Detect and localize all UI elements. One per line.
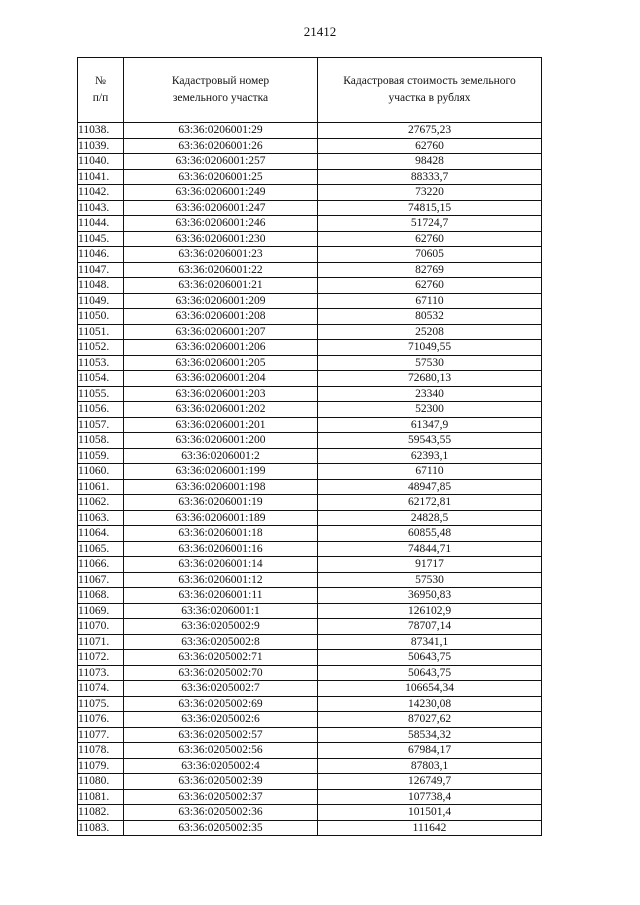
- table-row: [78, 681, 542, 697]
- table-row: [78, 743, 542, 759]
- table-row: [78, 650, 542, 666]
- row-number-cell: 11074.: [78, 681, 124, 697]
- cadastral-value-cell: 60855,48: [318, 526, 542, 542]
- cadastral-number-cell: 63:36:0206001:22: [124, 262, 318, 278]
- cadastral-value-cell: 78707,14: [318, 619, 542, 635]
- cadastral-number-cell: 63:36:0206001:14: [124, 557, 318, 573]
- row-number-cell: 11063.: [78, 510, 124, 526]
- row-number-cell: 11046.: [78, 247, 124, 263]
- header-number-line-1: №: [95, 75, 106, 87]
- cadastral-value-cell: 58534,32: [318, 727, 542, 743]
- row-number-cell: 11082.: [78, 805, 124, 821]
- cadastral-value-cell: 62760: [318, 231, 542, 247]
- row-number-cell: 11076.: [78, 712, 124, 728]
- cadastral-number-cell: 63:36:0205002:69: [124, 696, 318, 712]
- cadastral-value-cell: 70605: [318, 247, 542, 263]
- cadastral-number-cell: 63:36:0206001:249: [124, 185, 318, 201]
- row-number-cell: 11067.: [78, 572, 124, 588]
- cadastral-value-cell: 52300: [318, 402, 542, 418]
- cadastral-value-cell: 62393,1: [318, 448, 542, 464]
- row-number-cell: 11057.: [78, 417, 124, 433]
- cadastral-number-cell: 63:36:0206001:204: [124, 371, 318, 387]
- cadastral-number-cell: 63:36:0206001:230: [124, 231, 318, 247]
- table-row: [78, 309, 542, 325]
- cadastral-number-cell: 63:36:0205002:7: [124, 681, 318, 697]
- table-row: [78, 293, 542, 309]
- table-row: [78, 216, 542, 232]
- header-cadastral-number: [124, 58, 318, 123]
- row-number-cell: 11061.: [78, 479, 124, 495]
- cadastral-number-cell: 63:36:0206001:23: [124, 247, 318, 263]
- cadastral-value-cell: 59543,55: [318, 433, 542, 449]
- cadastral-number-cell: 63:36:0205002:37: [124, 789, 318, 805]
- table-row: [78, 200, 542, 216]
- table-row: [78, 479, 542, 495]
- header-number: [78, 58, 124, 123]
- cadastral-number-cell: 63:36:0206001:2: [124, 448, 318, 464]
- header-number-line-2: п/п: [92, 92, 109, 104]
- cadastral-number-cell: 63:36:0206001:209: [124, 293, 318, 309]
- table-row: [78, 417, 542, 433]
- table-row: [78, 123, 542, 139]
- header-value-line-2: участка в рублях: [388, 92, 471, 104]
- cadastral-value-cell: 74844,71: [318, 541, 542, 557]
- table-row: [78, 355, 542, 371]
- table-row: [78, 526, 542, 542]
- cadastral-number-cell: 63:36:0206001:205: [124, 355, 318, 371]
- cadastral-number-cell: 63:36:0205002:35: [124, 820, 318, 836]
- page-number: 21412: [303, 24, 337, 39]
- row-number-cell: 11047.: [78, 262, 124, 278]
- table-row: [78, 789, 542, 805]
- cadastral-value-cell: 57530: [318, 355, 542, 371]
- table-row: [78, 634, 542, 650]
- row-number-cell: 11073.: [78, 665, 124, 681]
- cadastral-number-cell: 63:36:0206001:201: [124, 417, 318, 433]
- table-row: [78, 696, 542, 712]
- cadastral-number-cell: 63:36:0206001:203: [124, 386, 318, 402]
- cadastral-number-cell: 63:36:0206001:206: [124, 340, 318, 356]
- row-number-cell: 11043.: [78, 200, 124, 216]
- row-number-cell: 11069.: [78, 603, 124, 619]
- row-number-cell: 11048.: [78, 278, 124, 294]
- row-number-cell: 11059.: [78, 448, 124, 464]
- cadastral-value-cell: 126102,9: [318, 603, 542, 619]
- cadastral-number-cell: 63:36:0205002:8: [124, 634, 318, 650]
- table-row: [78, 588, 542, 604]
- row-number-cell: 11072.: [78, 650, 124, 666]
- cadastral-number-cell: 63:36:0205002:39: [124, 774, 318, 790]
- row-number-cell: 11066.: [78, 557, 124, 573]
- cadastral-value-cell: 72680,13: [318, 371, 542, 387]
- cadastral-value-cell: 67984,17: [318, 743, 542, 759]
- cadastral-value-cell: 73220: [318, 185, 542, 201]
- cadastral-number-cell: 63:36:0205002:6: [124, 712, 318, 728]
- row-number-cell: 11050.: [78, 309, 124, 325]
- cadastral-number-cell: 63:36:0205002:56: [124, 743, 318, 759]
- row-number-cell: 11068.: [78, 588, 124, 604]
- cadastral-value-cell: 25208: [318, 324, 542, 340]
- table-row: [78, 820, 542, 836]
- cadastral-number-cell: 63:36:0206001:29: [124, 123, 318, 139]
- table-header-row: [78, 58, 542, 123]
- cadastral-number-cell: 63:36:0206001:26: [124, 138, 318, 154]
- table-row: [78, 169, 542, 185]
- cadastral-number-cell: 63:36:0206001:247: [124, 200, 318, 216]
- table-row: [78, 712, 542, 728]
- table-row: [78, 262, 542, 278]
- cadastral-number-cell: 63:36:0206001:202: [124, 402, 318, 418]
- row-number-cell: 11065.: [78, 541, 124, 557]
- cadastral-number-cell: 63:36:0206001:208: [124, 309, 318, 325]
- cadastral-number-cell: 63:36:0206001:18: [124, 526, 318, 542]
- cadastral-value-cell: 98428: [318, 154, 542, 170]
- row-number-cell: 11064.: [78, 526, 124, 542]
- cadastral-number-cell: 63:36:0206001:19: [124, 495, 318, 511]
- table-row: [78, 510, 542, 526]
- cadastral-number-cell: 63:36:0206001:189: [124, 510, 318, 526]
- table-row: [78, 727, 542, 743]
- cadastral-number-cell: 63:36:0206001:246: [124, 216, 318, 232]
- row-number-cell: 11051.: [78, 324, 124, 340]
- cadastral-value-cell: 62760: [318, 278, 542, 294]
- cadastral-value-cell: 67110: [318, 464, 542, 480]
- cadastral-number-cell: 63:36:0205002:9: [124, 619, 318, 635]
- cadastral-value-cell: 57530: [318, 572, 542, 588]
- cadastral-value-cell: 82769: [318, 262, 542, 278]
- cadastral-value-cell: 101501,4: [318, 805, 542, 821]
- table-row: [78, 603, 542, 619]
- table-row: [78, 541, 542, 557]
- table-row: [78, 371, 542, 387]
- row-number-cell: 11039.: [78, 138, 124, 154]
- row-number-cell: 11053.: [78, 355, 124, 371]
- table-row: [78, 495, 542, 511]
- cadastral-value-cell: 87803,1: [318, 758, 542, 774]
- table-row: [78, 324, 542, 340]
- cadastral-number-cell: 63:36:0206001:200: [124, 433, 318, 449]
- header-cadastral-value: [318, 58, 542, 123]
- table-row: [78, 758, 542, 774]
- cadastral-value-cell: 67110: [318, 293, 542, 309]
- cadastral-value-cell: 62172,81: [318, 495, 542, 511]
- cadastral-number-cell: 63:36:0206001:16: [124, 541, 318, 557]
- cadastral-value-cell: 48947,85: [318, 479, 542, 495]
- row-number-cell: 11080.: [78, 774, 124, 790]
- cadastral-value-cell: 27675,23: [318, 123, 542, 139]
- cadastral-number-cell: 63:36:0206001:12: [124, 572, 318, 588]
- table-row: [78, 572, 542, 588]
- row-number-cell: 11070.: [78, 619, 124, 635]
- table-row: [78, 619, 542, 635]
- cadastral-number-cell: 63:36:0206001:257: [124, 154, 318, 170]
- row-number-cell: 11042.: [78, 185, 124, 201]
- cadastral-number-cell: 63:36:0205002:4: [124, 758, 318, 774]
- cadastral-value-cell: 62760: [318, 138, 542, 154]
- table-row: [78, 557, 542, 573]
- cadastral-value-cell: 23340: [318, 386, 542, 402]
- table-row: [78, 433, 542, 449]
- cadastral-number-cell: 63:36:0206001:11: [124, 588, 318, 604]
- table-row: [78, 231, 542, 247]
- table-row: [78, 386, 542, 402]
- table-row: [78, 774, 542, 790]
- row-number-cell: 11079.: [78, 758, 124, 774]
- cadastral-number-cell: 63:36:0206001:1: [124, 603, 318, 619]
- table-row: [78, 448, 542, 464]
- cadastral-value-cell: 87027,62: [318, 712, 542, 728]
- table-row: [78, 464, 542, 480]
- row-number-cell: 11041.: [78, 169, 124, 185]
- table-row: [78, 138, 542, 154]
- cadastral-value-cell: 14230,08: [318, 696, 542, 712]
- cadastral-value-cell: 91717: [318, 557, 542, 573]
- row-number-cell: 11056.: [78, 402, 124, 418]
- cadastral-number-cell: 63:36:0206001:207: [124, 324, 318, 340]
- cadastral-value-cell: 61347,9: [318, 417, 542, 433]
- row-number-cell: 11049.: [78, 293, 124, 309]
- row-number-cell: 11071.: [78, 634, 124, 650]
- cadastral-value-cell: 36950,83: [318, 588, 542, 604]
- cadastral-value-table: [77, 57, 542, 836]
- cadastral-value-cell: 87341,1: [318, 634, 542, 650]
- cadastral-value-cell: 80532: [318, 309, 542, 325]
- row-number-cell: 11038.: [78, 123, 124, 139]
- cadastral-number-cell: 63:36:0206001:199: [124, 464, 318, 480]
- table-row: [78, 278, 542, 294]
- row-number-cell: 11077.: [78, 727, 124, 743]
- row-number-cell: 11040.: [78, 154, 124, 170]
- table-row: [78, 154, 542, 170]
- table-row: [78, 185, 542, 201]
- row-number-cell: 11062.: [78, 495, 124, 511]
- cadastral-value-cell: 24828,5: [318, 510, 542, 526]
- row-number-cell: 11045.: [78, 231, 124, 247]
- cadastral-value-cell: 126749,7: [318, 774, 542, 790]
- cadastral-value-cell: 111642: [318, 820, 542, 836]
- cadastral-number-cell: 63:36:0205002:36: [124, 805, 318, 821]
- header-value-line-1: Кадастровая стоимость земельного: [343, 75, 516, 87]
- cadastral-value-cell: 74815,15: [318, 200, 542, 216]
- table-row: [78, 247, 542, 263]
- table-row: [78, 665, 542, 681]
- header-cadastral-line-2: земельного участка: [172, 92, 269, 104]
- cadastral-number-cell: 63:36:0205002:57: [124, 727, 318, 743]
- row-number-cell: 11054.: [78, 371, 124, 387]
- header-cadastral-line-1: Кадастровый номер: [171, 75, 270, 87]
- cadastral-value-cell: 51724,7: [318, 216, 542, 232]
- cadastral-number-cell: 63:36:0206001:21: [124, 278, 318, 294]
- table-row: [78, 805, 542, 821]
- row-number-cell: 11078.: [78, 743, 124, 759]
- row-number-cell: 11081.: [78, 789, 124, 805]
- table-row: [78, 402, 542, 418]
- row-number-cell: 11075.: [78, 696, 124, 712]
- row-number-cell: 11052.: [78, 340, 124, 356]
- cadastral-value-cell: 50643,75: [318, 650, 542, 666]
- row-number-cell: 11060.: [78, 464, 124, 480]
- row-number-cell: 11058.: [78, 433, 124, 449]
- cadastral-value-cell: 107738,4: [318, 789, 542, 805]
- row-number-cell: 11083.: [78, 820, 124, 836]
- cadastral-number-cell: 63:36:0205002:70: [124, 665, 318, 681]
- row-number-cell: 11055.: [78, 386, 124, 402]
- cadastral-number-cell: 63:36:0206001:198: [124, 479, 318, 495]
- cadastral-value-cell: 71049,55: [318, 340, 542, 356]
- cadastral-value-cell: 88333,7: [318, 169, 542, 185]
- cadastral-value-cell: 50643,75: [318, 665, 542, 681]
- table-body: [78, 123, 542, 836]
- table-row: [78, 340, 542, 356]
- row-number-cell: 11044.: [78, 216, 124, 232]
- cadastral-value-cell: 106654,34: [318, 681, 542, 697]
- cadastral-number-cell: 63:36:0205002:71: [124, 650, 318, 666]
- cadastral-number-cell: 63:36:0206001:25: [124, 169, 318, 185]
